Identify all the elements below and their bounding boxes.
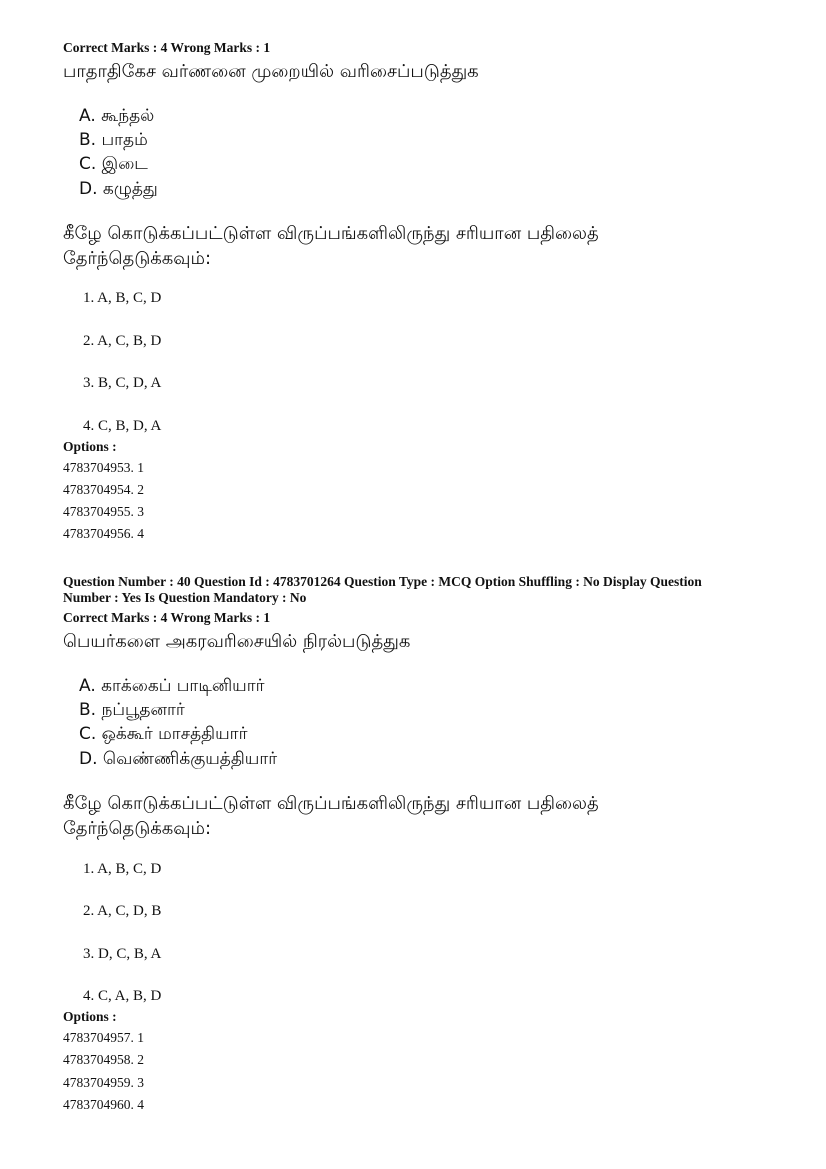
q39-item-b: B. பாதம் xyxy=(79,130,148,150)
q40-item-c: C. ஒக்கூர் மாசத்தியார் xyxy=(79,724,248,744)
q39-option-3: 4783704955. 3 xyxy=(63,504,144,519)
q40-question-text: பெயர்களை அகரவரிசையில் நிரல்படுத்துக xyxy=(63,631,411,652)
q40-options-label: Options : xyxy=(63,1009,117,1024)
q40-option-4: 4783704960. 4 xyxy=(63,1097,144,1112)
q40-item-a: A. காக்கைப் பாடினியார் xyxy=(79,676,265,696)
q40-answer-1: 1. A, B, C, D xyxy=(83,861,162,877)
q39-item-c: C. இடை xyxy=(79,154,148,174)
q39-options-label: Options : xyxy=(63,439,117,454)
q40-answer-3: 3. D, C, B, A xyxy=(83,946,162,962)
q39-instruction-line1: கீழே கொடுக்கப்பட்டுள்ள விருப்பங்களிலிருந்து சரியான பதிலைத் xyxy=(63,223,599,244)
q40-marks: Correct Marks : 4 Wrong Marks : 1 xyxy=(63,610,271,625)
q39-question-text: பாதாதிகேச வர்ணனை முறையில் வரிசைப்படுத்துக xyxy=(63,61,479,82)
q40-answer-2: 2. A, C, D, B xyxy=(83,903,162,919)
q40-item-d: D. வெண்ணிக்குயத்தியார் xyxy=(79,749,278,769)
q39-option-4: 4783704956. 4 xyxy=(63,526,144,541)
q39-answer-2: 2. A, C, B, D xyxy=(83,333,162,349)
q40-header-line2: Number : Yes Is Question Mandatory : No xyxy=(63,590,307,605)
q39-option-2: 4783704954. 2 xyxy=(63,482,144,497)
q39-answer-4: 4. C, B, D, A xyxy=(83,418,162,434)
q39-item-a: A. கூந்தல் xyxy=(79,106,155,126)
q40-option-1: 4783704957. 1 xyxy=(63,1030,144,1045)
q39-answer-1: 1. A, B, C, D xyxy=(83,290,162,306)
q40-instruction-line1: கீழே கொடுக்கப்பட்டுள்ள விருப்பங்களிலிருந்து சரியான பதிலைத் xyxy=(63,793,599,814)
q40-option-3: 4783704959. 3 xyxy=(63,1075,144,1090)
q39-instruction-line2: தேர்ந்தெடுக்கவும்: xyxy=(63,248,212,269)
q39-option-1: 4783704953. 1 xyxy=(63,460,144,475)
q39-marks: Correct Marks : 4 Wrong Marks : 1 xyxy=(63,40,271,55)
q40-instruction-line2: தேர்ந்தெடுக்கவும்: xyxy=(63,818,212,839)
q40-item-b: B. நப்பூதனார் xyxy=(79,700,185,720)
q40-header-line1: Question Number : 40 Question Id : 4783701264 Question Type : MCQ Option Shuffling : No Display Question xyxy=(63,574,702,589)
q40-option-2: 4783704958. 2 xyxy=(63,1052,144,1067)
q40-answer-4: 4. C, A, B, D xyxy=(83,988,162,1004)
q39-answer-3: 3. B, C, D, A xyxy=(83,375,162,391)
q39-item-d: D. கழுத்து xyxy=(79,179,158,199)
